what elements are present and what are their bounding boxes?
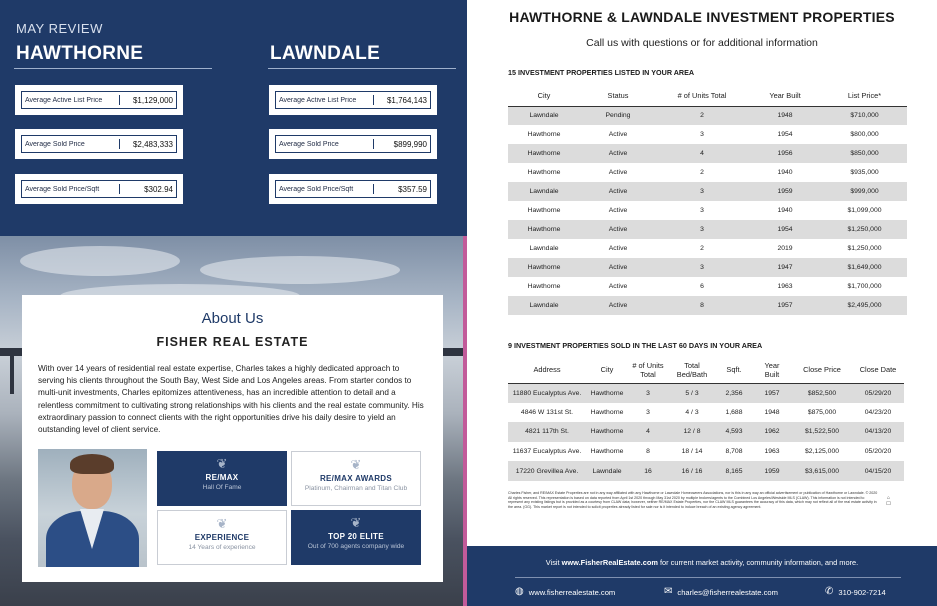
table-cell: 4 / 3	[685, 408, 699, 416]
table-cell: $935,000	[850, 169, 879, 176]
table-cell: $1,700,000	[847, 283, 882, 290]
table-cell: Hawthorne	[508, 220, 580, 239]
table-cell: 4	[656, 144, 748, 163]
stat-label: Average Active List Price	[25, 96, 103, 104]
table-row	[508, 258, 907, 277]
table-cell: $852,500	[792, 383, 852, 403]
about-title: About Us	[201, 310, 264, 327]
bridge-pillar	[10, 354, 14, 394]
column-header-line: Sqft.	[726, 365, 742, 375]
table-cell: 2	[700, 245, 704, 252]
table-cell: Active	[580, 182, 656, 201]
table-header-row	[508, 86, 907, 106]
laurel-icon: ❦	[350, 457, 362, 472]
column-header-line: Close Price	[803, 365, 841, 375]
column-header	[508, 357, 586, 383]
lawndale-heading: LAWNDALE	[270, 43, 381, 64]
column-header	[716, 357, 752, 383]
column-header: List Price*	[822, 86, 907, 106]
table-cell: Hawthorne	[527, 169, 561, 176]
table-cell: 8,165	[716, 461, 752, 481]
table-cell: $2,495,000	[822, 296, 907, 315]
award-subtitle: Platinum, Chairman and Titan Club	[304, 485, 408, 492]
award-subtitle: 14 Years of experience	[188, 544, 256, 551]
column-header: # of Units Total	[656, 86, 748, 106]
award-title: EXPERIENCE	[194, 533, 250, 542]
agent-photo	[38, 449, 147, 567]
table-cell: 3	[656, 220, 748, 239]
table-cell: 11880 Eucalyptus Ave.	[508, 383, 586, 403]
column-header-line: Built	[764, 369, 780, 379]
table-cell: 4846 W 131st St.	[520, 408, 574, 416]
sold-heading: 9 INVESTMENT PROPERTIES SOLD IN THE LAST 60 DAYS IN YOUR AREA	[508, 341, 763, 350]
column-header-line: City	[600, 365, 614, 375]
table-cell: Hawthorne	[527, 283, 561, 290]
table-cell: Lawndale	[508, 106, 580, 125]
contact-email[interactable]	[664, 587, 778, 597]
footer-site-link[interactable]: www.FisherRealEstate.com	[561, 558, 658, 567]
table-cell: 05/20/20	[864, 448, 892, 456]
column-header: City	[508, 86, 580, 106]
divider	[268, 68, 456, 69]
table-row	[508, 125, 907, 144]
table-cell: Active	[608, 169, 628, 176]
table-cell: 1959	[752, 461, 792, 481]
column-header: Status	[580, 86, 656, 106]
award-experience	[157, 510, 287, 565]
divider	[14, 68, 212, 69]
table-cell: 1957	[748, 296, 822, 315]
table-cell: Active	[608, 131, 628, 138]
table-cell: 18 / 14	[681, 448, 703, 456]
table-cell: 04/13/20	[852, 422, 904, 442]
table-cell: 8	[646, 448, 650, 456]
table-cell: 1954	[777, 131, 793, 138]
table-row	[508, 201, 907, 220]
table-cell: Hawthorne	[586, 422, 628, 442]
website-link[interactable]: www.fisherrealestate.com	[528, 587, 616, 597]
table-cell: Hawthorne	[586, 383, 628, 403]
table-row	[508, 106, 907, 125]
table-cell: 3	[656, 182, 748, 201]
page-subtitle: Call us with questions or for additional information	[586, 37, 818, 49]
table-cell: 16	[628, 461, 668, 481]
table-cell: Hawthorne	[508, 144, 580, 163]
lawndale-stat-avg-sold	[269, 129, 437, 159]
table-cell: 1940	[777, 207, 793, 214]
lawndale-stat-sold-sqft	[269, 174, 437, 204]
table-row	[508, 163, 907, 182]
table-cell: $999,000	[822, 182, 907, 201]
table-row	[508, 220, 907, 239]
table-cell: 6	[700, 283, 704, 290]
left-page	[0, 0, 467, 606]
column-header	[792, 357, 852, 383]
stat-value: $357.59	[398, 184, 427, 194]
table-cell: Hawthorne	[590, 408, 624, 416]
divider	[515, 577, 901, 578]
table-cell: 2	[700, 169, 704, 176]
table-cell: Lawndale	[586, 461, 628, 481]
column-header-line: # of Units	[632, 360, 664, 370]
table-row	[508, 422, 904, 442]
phone-link[interactable]: 310-902-7214	[838, 587, 886, 597]
table-cell: Active	[580, 258, 656, 277]
table-cell: 1962	[752, 422, 792, 442]
table-cell: 3	[700, 207, 704, 214]
contact-phone[interactable]	[825, 587, 886, 597]
stat-label: Average Sold Price/Sqft	[25, 185, 100, 193]
table-cell: 8	[656, 296, 748, 315]
stat-label: Average Active List Price	[279, 96, 357, 104]
footer-tagline-prefix: Visit	[545, 558, 562, 567]
table-cell: 2,356	[716, 383, 752, 403]
stat-value: $1,764,143	[386, 95, 427, 105]
table-row	[508, 442, 904, 462]
column-header	[852, 357, 904, 383]
column-header	[752, 357, 792, 383]
table-row	[508, 182, 907, 201]
equal-housing-icon: ⌂ ☐	[886, 495, 891, 507]
column-header: Year Built	[748, 86, 822, 106]
table-cell: Lawndale	[508, 296, 580, 315]
column-header-line: Year	[764, 360, 780, 370]
column-header	[628, 357, 668, 383]
award-remax-awards	[291, 451, 421, 506]
listed-table	[508, 86, 907, 315]
table-cell: $3,615,000	[792, 461, 852, 481]
award-title: RE/MAX	[205, 473, 239, 482]
table-cell: 2	[656, 106, 748, 125]
table-cell: 04/15/20	[852, 461, 904, 481]
footer-tagline-suffix: for current market activity, community information, and more.	[657, 558, 859, 567]
hawthorne-stat-avg-sold	[15, 129, 183, 159]
column-header-line: Close Date	[859, 365, 897, 375]
laurel-icon: ❦	[216, 516, 228, 531]
table-cell: Active	[608, 245, 628, 252]
hawthorne-heading: HAWTHORNE	[16, 43, 144, 64]
table-cell: 1948	[748, 106, 822, 125]
agent-hair	[70, 454, 114, 474]
table-cell: $710,000	[822, 106, 907, 125]
cloud	[20, 246, 180, 276]
column-header	[586, 357, 628, 383]
contact-website[interactable]	[515, 587, 615, 597]
table-cell: 1,688	[725, 408, 743, 416]
listed-heading: 15 INVESTMENT PROPERTIES LISTED IN YOUR AREA	[508, 68, 695, 77]
table-row	[508, 383, 904, 403]
table-cell: 3	[646, 408, 650, 416]
stat-value: $899,990	[393, 139, 427, 149]
table-cell: 1947	[748, 258, 822, 277]
award-subtitle: Hall Of Fame	[202, 484, 242, 491]
table-cell: $1,522,500	[792, 422, 852, 442]
table-cell: Active	[580, 220, 656, 239]
table-cell: $1,099,000	[847, 207, 882, 214]
disclaimer-text: Charles Fisher, and RE/MAX Estate Properties are not in any way affiliated with any Hawthorne or Lawndale Homeowners Associations, nor is this in any way an official advertisement or publication of Hawthorne or Lawndale. © 2020 All rights reserved. This representation is based on data reported from April 1st 2020 through May 31st 2020 by multiple brokers/agents to the Combined Los Angeles/Westside MLS (CLAW). This information is not intended to represent any existing listings but is provided as a courtesy from CLAW data; however, neither RE/MAX Estate Properties, nor the CLAW MLS guarantees the accuracy of this data, which may not reflect all of the real estate activity in the area. (GG). This market report is not intended to solicit properties already listed for sale nor is it intended to induce breach of an existing agency agreement.	[508, 491, 878, 509]
table-cell: $1,649,000	[822, 258, 907, 277]
stat-label: Average Sold Price/Sqft	[279, 185, 354, 193]
table-cell: 3	[700, 131, 704, 138]
globe-icon: ◍	[515, 586, 524, 597]
market-review-panel	[0, 0, 467, 236]
column-header-line: Total	[640, 369, 656, 379]
review-label: MAY REVIEW	[16, 21, 103, 36]
column-header-line: Total	[684, 360, 700, 370]
laurel-icon: ❦	[216, 456, 228, 471]
table-cell: 11637 Eucalyptus Ave.	[512, 448, 582, 456]
award-remax-hall-of-fame	[157, 451, 287, 506]
table-cell: Pending	[580, 106, 656, 125]
award-title: RE/MAX AWARDS	[319, 474, 393, 483]
table-cell: Active	[580, 296, 656, 315]
stat-label: Average Sold Price	[25, 140, 85, 148]
table-cell: Hawthorne	[508, 258, 580, 277]
right-page	[467, 0, 937, 606]
table-cell: Hawthorne	[590, 448, 624, 456]
table-cell: $850,000	[822, 144, 907, 163]
stat-value: $1,129,000	[132, 95, 173, 105]
lawndale-stat-avg-list	[269, 85, 437, 115]
about-text: With over 14 years of residential real estate expertise, Charles takes a highly dedicated approach to serving his clients throughout the South Bay, West Side and Los Angeles areas. From starter condos to multi-unit investments, Charles epitomizes attentiveness, has an incredible attention to detail and a relentless commitment to cultivating strong relationships with his clients and the real estate community. His extraordinary passion to connect clients with the right opportunities drive his daily desire to yield an outstanding level of client service.	[38, 364, 424, 435]
table-cell: $1,250,000	[847, 245, 882, 252]
sold-table	[508, 357, 904, 481]
table-cell: Hawthorne	[527, 131, 561, 138]
table-cell: $2,125,000	[804, 448, 840, 456]
table-row	[508, 403, 904, 423]
table-cell: 1957	[752, 383, 792, 403]
table-cell: 12 / 8	[668, 422, 716, 442]
table-cell: 1948	[764, 408, 780, 416]
table-cell: Active	[608, 207, 628, 214]
table-cell: 17220 Grevillea Ave.	[508, 461, 586, 481]
page-title: HAWTHORNE & LAWNDALE INVESTMENT PROPERTIES	[509, 9, 895, 25]
table-cell: 4	[628, 422, 668, 442]
award-title: TOP 20 ELITE	[328, 532, 384, 541]
firm-name: FISHER REAL ESTATE	[156, 335, 309, 349]
laurel-icon: ❦	[350, 515, 362, 530]
table-row	[508, 461, 904, 481]
table-cell: 1940	[777, 169, 793, 176]
table-cell: Hawthorne	[527, 207, 561, 214]
hawthorne-stat-sold-sqft	[15, 174, 183, 204]
table-row	[508, 277, 907, 296]
table-cell: 2019	[777, 245, 793, 252]
table-cell: 1963	[764, 448, 780, 456]
table-cell: Lawndale	[508, 182, 580, 201]
table-cell: $800,000	[850, 131, 879, 138]
award-top-20-elite	[291, 510, 421, 565]
table-cell: 3	[656, 258, 748, 277]
footer-tagline	[467, 558, 937, 567]
table-cell: $875,000	[807, 408, 837, 416]
table-cell: 1954	[748, 220, 822, 239]
table-cell: 05/29/20	[852, 383, 904, 403]
hawthorne-stat-avg-list	[15, 85, 183, 115]
column-header-line: Address	[533, 365, 561, 375]
table-cell: Active	[580, 144, 656, 163]
table-row	[508, 296, 907, 315]
award-subtitle: Out of 700 agents company wide	[307, 543, 405, 550]
table-cell: 1963	[777, 283, 793, 290]
table-cell: 3	[628, 383, 668, 403]
table-cell: 16 / 16	[668, 461, 716, 481]
table-cell: 4,593	[716, 422, 752, 442]
table-row	[508, 144, 907, 163]
table-cell: 8,708	[725, 448, 743, 456]
email-link[interactable]: charles@fisherrealestate.com	[677, 587, 778, 597]
cloud	[200, 256, 400, 284]
table-header-row	[508, 357, 904, 383]
table-cell: 4821 117th St.	[508, 422, 586, 442]
stat-value: $2,483,333	[132, 139, 173, 149]
table-cell: $1,250,000	[822, 220, 907, 239]
table-cell: 04/23/20	[864, 408, 892, 416]
stat-label: Average Sold Price	[279, 140, 339, 148]
table-row	[508, 239, 907, 258]
footer	[467, 546, 937, 606]
column-header-line: Bed/Bath	[676, 369, 708, 379]
table-cell: 5 / 3	[668, 383, 716, 403]
column-header	[668, 357, 716, 383]
stat-value: $302.94	[144, 184, 173, 194]
table-cell: Lawndale	[529, 245, 559, 252]
phone-icon: ✆	[825, 586, 834, 597]
table-cell: 1959	[748, 182, 822, 201]
table-cell: Active	[608, 283, 628, 290]
table-cell: 1956	[748, 144, 822, 163]
envelope-icon: ✉	[664, 586, 673, 597]
about-card	[22, 295, 443, 582]
